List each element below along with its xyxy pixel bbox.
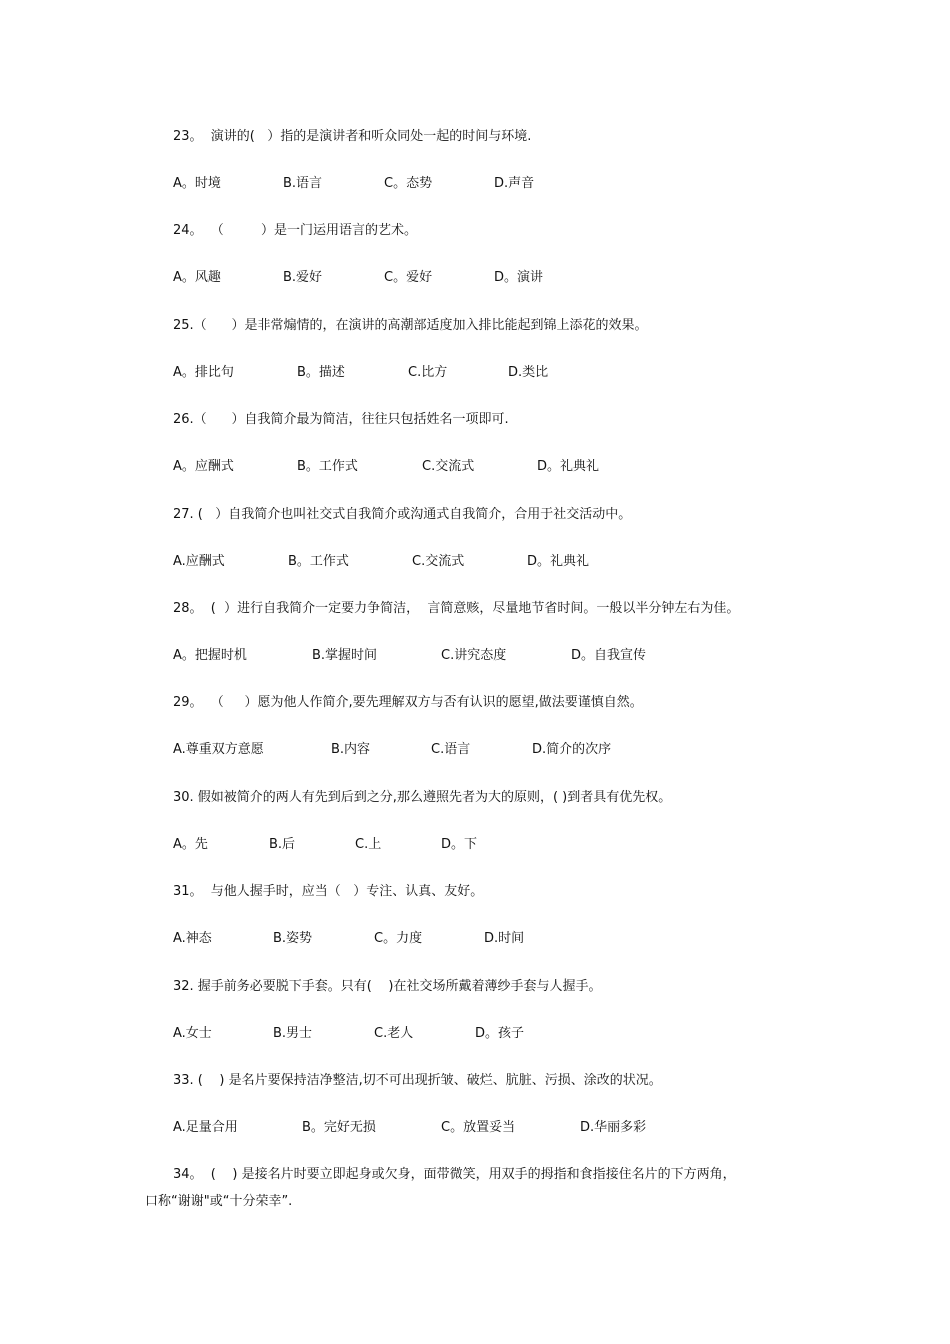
question-31: 31。 与他人握手时，应当（ ）专注、认真、友好。	[173, 884, 484, 899]
option-b: B。工作式	[297, 459, 358, 474]
option-d: D.声音	[494, 176, 535, 191]
option-d: D.简介的次序	[532, 742, 612, 757]
option-d: D。孩子	[475, 1026, 525, 1041]
question-26: 26.（ ）自我简介最为简洁，往往只包括姓名一项即可.	[173, 412, 509, 427]
question-23: 23。 演讲的( ）指的是演讲者和听众同处一起的时间与环境.	[173, 129, 532, 144]
option-b: B。完好无损	[302, 1120, 376, 1135]
option-b: B.掌握时间	[312, 648, 378, 663]
question-29: 29。 （ ）愿为他人作简介,要先理解双方与否有认识的愿望,做法要谨慎自然。	[173, 695, 643, 710]
option-a: A。排比句	[173, 365, 234, 380]
option-b: B。工作式	[288, 554, 349, 569]
option-a: A.尊重双方意愿	[173, 742, 264, 757]
option-a: A。风趣	[173, 270, 221, 285]
question-33: 33. ( ) 是名片要保持洁净整洁,切不可出现折皱、破烂、肮脏、污损、涂改的状况。	[173, 1073, 662, 1088]
option-a: A。时境	[173, 176, 221, 191]
question-27: 27. ( ）自我简介也叫社交式自我简介或沟通式自我简介，合用于社交活动中。	[173, 507, 632, 522]
option-c: C.上	[355, 837, 382, 852]
option-c: C.交流式	[412, 554, 465, 569]
option-a: A。把握时机	[173, 648, 247, 663]
option-b: B.内容	[331, 742, 371, 757]
option-c: C.交流式	[422, 459, 475, 474]
question-32: 32. 握手前务必要脱下手套。只有( )在社交场所戴着薄纱手套与人握手。	[173, 979, 602, 994]
option-a: A.女士	[173, 1026, 212, 1041]
option-d: D。演讲	[494, 270, 544, 285]
option-d: D.类比	[508, 365, 549, 380]
option-b: B.语言	[283, 176, 323, 191]
option-b: B.后	[269, 837, 296, 852]
question-30: 30. 假如被简介的两人有先到后到之分,那么遵照先者为大的原则，( )到者具有优先权。	[173, 790, 672, 805]
question-34: 34。 ( ) 是接名片时要立即起身或欠身，面带微笑，用双手的拇指和食指接住名片的下方两角，	[173, 1167, 736, 1182]
option-d: D。下	[441, 837, 478, 852]
option-d: D。礼典礼	[527, 554, 590, 569]
option-b: B。描述	[297, 365, 345, 380]
option-c: C.老人	[374, 1026, 414, 1041]
question-28: 28。 ( ）进行自我简介一定要力争简洁， 言简意赅，尽量地节省时间。一般以半分钟左右为佳。	[173, 601, 740, 616]
question-34-continuation: 口称“谢谢"或“十分荣幸”.	[145, 1194, 293, 1209]
option-c: C.比方	[408, 365, 448, 380]
option-b: B.爱好	[283, 270, 323, 285]
option-a: A.应酬式	[173, 554, 225, 569]
option-c: C。态势	[384, 176, 433, 191]
question-25: 25.（ ）是非常煽情的，在演讲的高潮部适度加入排比能起到锦上添花的效果。	[173, 318, 648, 333]
option-d: D.时间	[484, 931, 525, 946]
option-a: A。先	[173, 837, 208, 852]
option-c: C。爱好	[384, 270, 433, 285]
question-24: 24。 （ ）是一门运用语言的艺术。	[173, 223, 417, 238]
option-c: C。力度	[374, 931, 423, 946]
option-d: D。礼典礼	[537, 459, 600, 474]
option-a: A。应酬式	[173, 459, 234, 474]
option-a: A.足量合用	[173, 1120, 238, 1135]
option-d: D.华丽多彩	[580, 1120, 647, 1135]
option-b: B.姿势	[273, 931, 313, 946]
option-a: A.神态	[173, 931, 212, 946]
option-c: C.讲究态度	[441, 648, 507, 663]
option-c: C.语言	[431, 742, 471, 757]
option-b: B.男士	[273, 1026, 313, 1041]
option-d: D。自我宣传	[571, 648, 647, 663]
option-c: C。放置妥当	[441, 1120, 516, 1135]
